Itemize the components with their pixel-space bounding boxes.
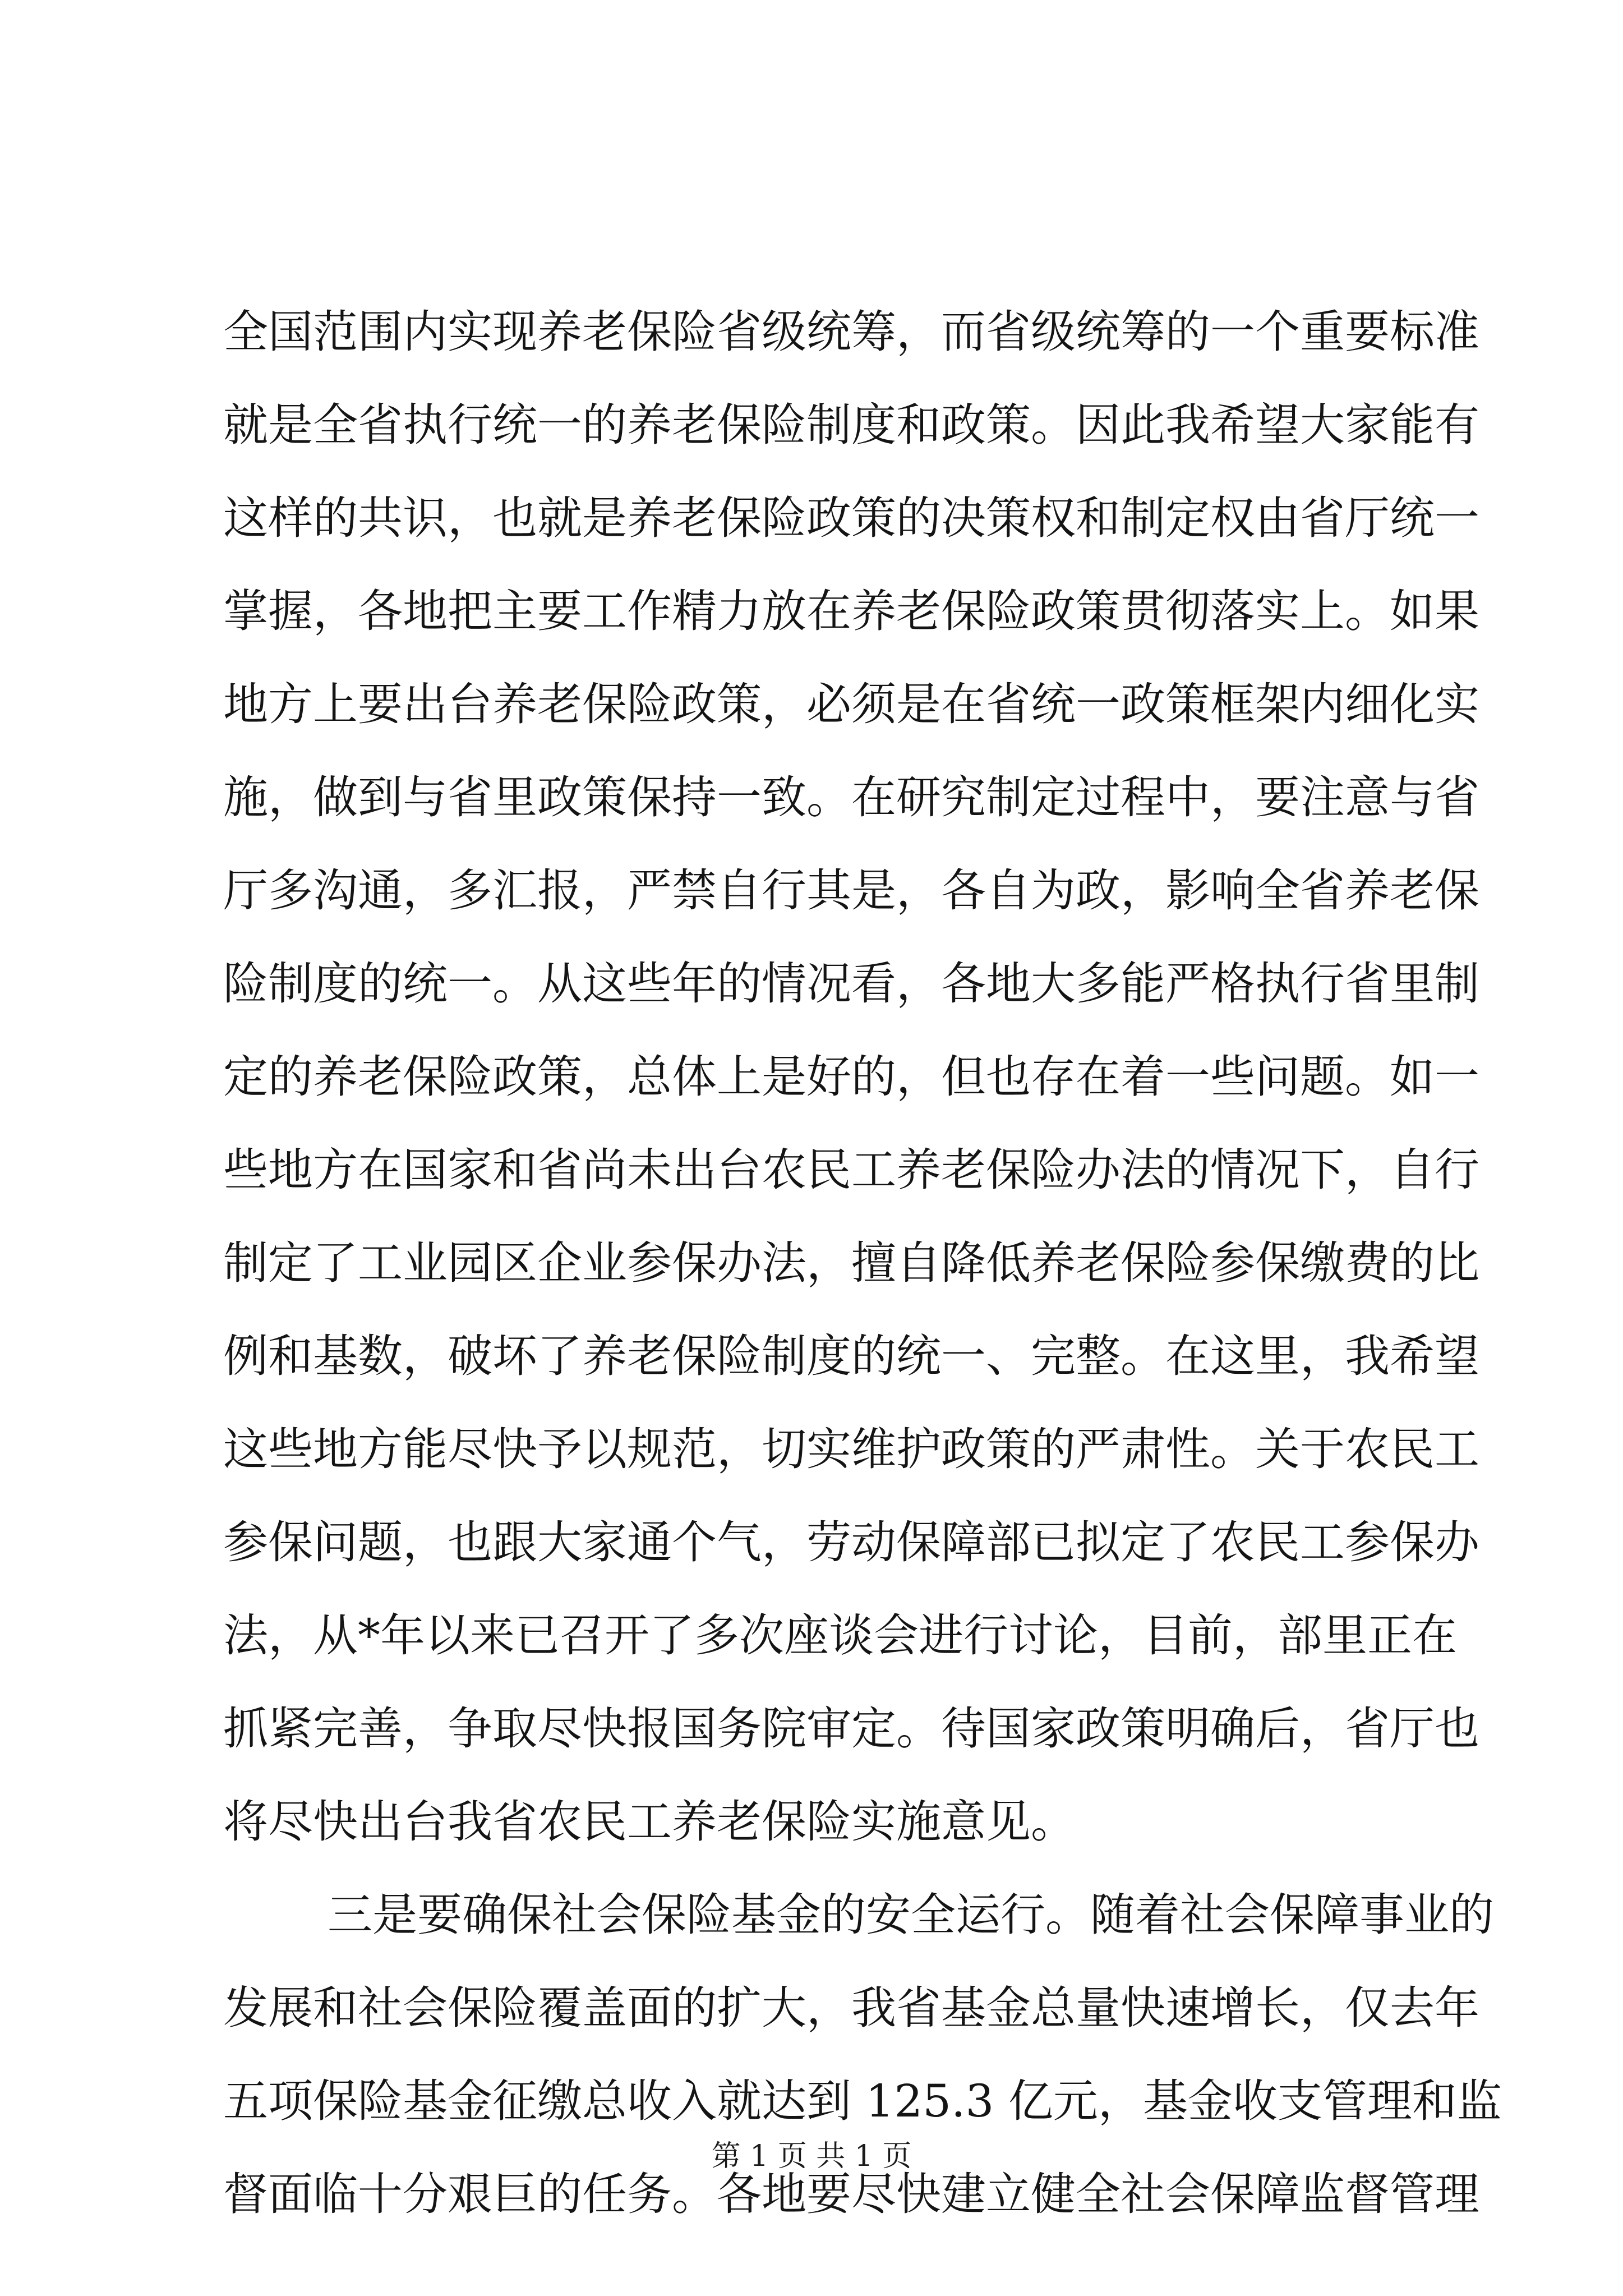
text-line: 督面临十分艰巨的任务。各地要尽快建立健全社会保障监督管理 [223,2168,1479,2220]
text-line: 三是要确保社会保险基金的安全运行。随着社会保障事业的 [328,1889,1494,1941]
text-line: 些地方在国家和省尚未出台农民工养老保险办法的情况下，自行 [223,1144,1479,1196]
page-footer: 第 1 页 共 1 页 [711,2139,912,2173]
paragraph [223,1888,1502,2260]
text-line: 地方上要出台养老保险政策，必须是在省统一政策框架内细化实 [223,678,1479,730]
text-line: 定的养老保险政策，总体上是好的，但也存在着一些问题。如一 [223,1051,1479,1103]
text-line: 全国范围内实现养老保险省级统筹，而省级统筹的一个重要标准 [223,306,1479,358]
text-line: 法，从*年以来已召开了多次座谈会进行讨论，目前，部里正在 [223,1609,1457,1662]
text-line: 险制度的统一。从这些年的情况看，各地大多能严格执行省里制 [223,958,1479,1010]
text-line: 这样的共识，也就是养老保险政策的决策权和制定权由省厅统一 [223,492,1479,544]
text-line: 将尽快出台我省农民工养老保险实施意见。 [223,1796,1076,1848]
document-body [223,305,1502,2260]
paragraph [223,305,1479,1888]
text-line: 厅多沟通，多汇报，严禁自行其是，各自为政，影响全省养老保 [223,864,1479,917]
text-line: 这些地方能尽快予以规范，切实维护政策的严肃性。关于农民工 [223,1423,1479,1475]
text-line: 施，做到与省里政策保持一致。在研究制定过程中，要注意与省 [223,771,1479,823]
text-line: 制定了工业园区企业参保办法，擅自降低养老保险参保缴费的比 [223,1237,1479,1289]
text-line: 发展和社会保险覆盖面的扩大，我省基金总量快速增长，仅去年 [223,1982,1479,2034]
text-line: 掌握，各地把主要工作精力放在养老保险政策贯彻落实上。如果 [223,585,1479,637]
text-line: 五项保险基金征缴总收入就达到 125.3 亿元，基金收支管理和监 [223,2075,1502,2127]
text-line: 就是全省执行统一的养老保险制度和政策。因此我希望大家能有 [223,399,1479,451]
text-line: 例和基数，破坏了养老保险制度的统一、完整。在这里，我希望 [223,1330,1479,1382]
text-line: 抓紧完善，争取尽快报国务院审定。待国家政策明确后，省厅也 [223,1703,1479,1755]
text-line: 参保问题，也跟大家通个气，劳动保障部已拟定了农民工参保办 [223,1516,1479,1568]
